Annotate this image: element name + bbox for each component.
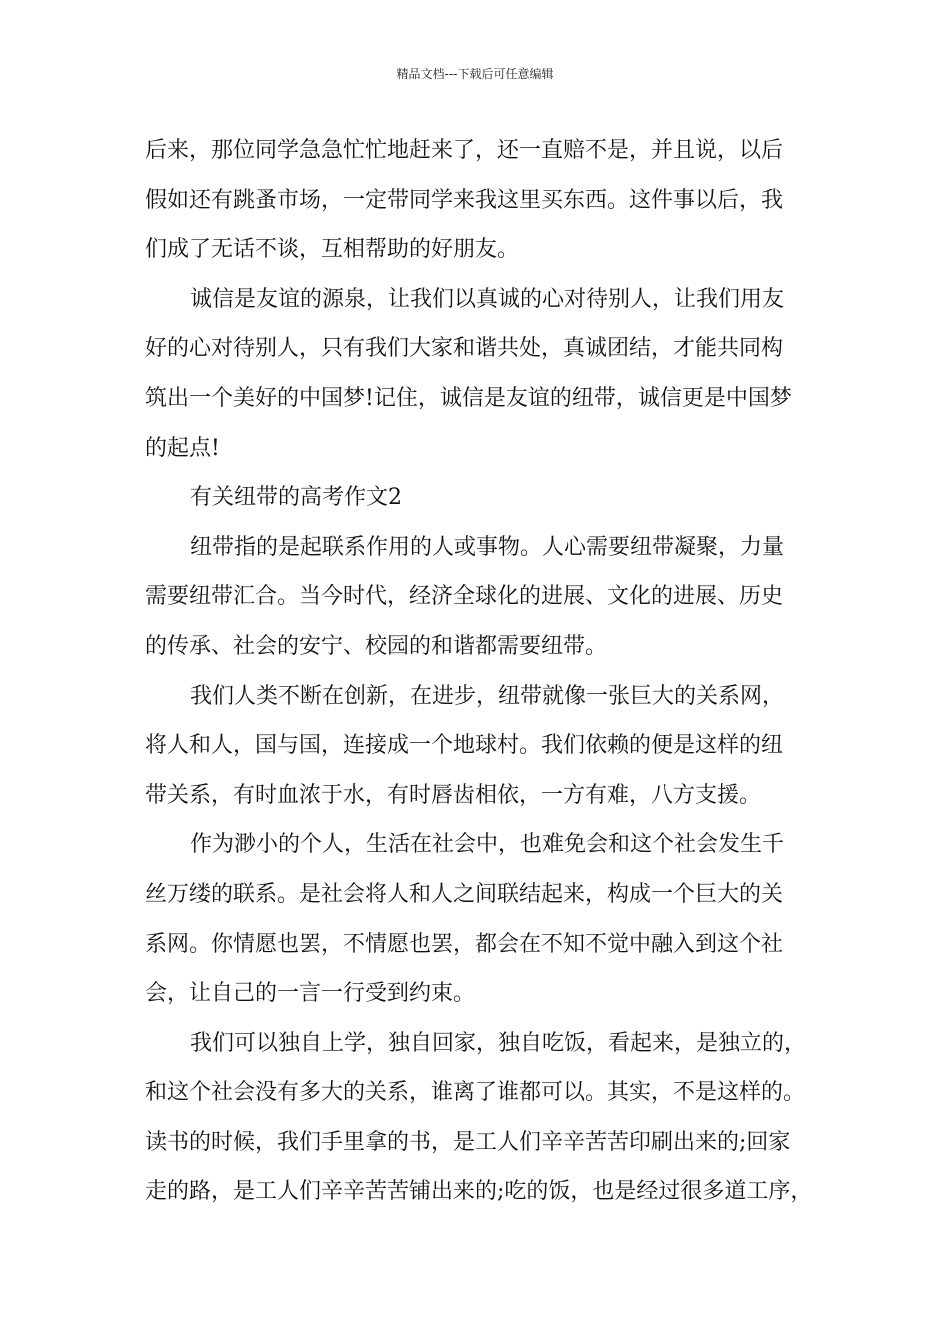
text-line: 纽带指的是起联系作用的人或事物。人心需要纽带凝聚，力量 bbox=[190, 534, 785, 560]
document-body bbox=[145, 131, 835, 1222]
section-heading: 有关纽带的高考作文2 bbox=[190, 485, 402, 511]
text-line: 带关系，有时血浓于水，有时唇齿相依，一方有难，八方支援。 bbox=[145, 782, 762, 808]
text-line: 将人和人，国与国，连接成一个地球村。我们依赖的便是这样的纽 bbox=[145, 733, 784, 759]
text-line: 丝万缕的联系。是社会将人和人之间联结起来，构成一个巨大的关 bbox=[145, 881, 784, 907]
text-line: 和这个社会没有多大的关系，谁离了谁都可以。其实，不是这样的。 bbox=[145, 1080, 806, 1106]
text-line: 假如还有跳蚤市场，一定带同学来我这里买东西。这件事以后，我 bbox=[145, 187, 784, 213]
text-line: 筑出一个美好的中国梦!记住，诚信是友谊的纽带，诚信更是中国梦 bbox=[145, 385, 792, 411]
text-line: 读书的时候，我们手里拿的书，是工人们辛辛苦苦印刷出来的;回家 bbox=[145, 1129, 791, 1155]
text-line: 们成了无话不谈，互相帮助的好朋友。 bbox=[145, 237, 520, 263]
page-header: 精品文档---下载后可任意编辑 bbox=[396, 67, 554, 81]
text-line: 后来，那位同学急急忙忙地赶来了，还一直赔不是，并且说，以后 bbox=[145, 138, 784, 163]
text-line: 我们可以独自上学，独自回家，独自吃饭，看起来，是独立的， bbox=[190, 1030, 807, 1056]
text-line: 走的路，是工人们辛辛苦苦铺出来的;吃的饭，也是经过很多道工序， bbox=[145, 1179, 813, 1205]
text-line: 作为渺小的个人，生活在社会中，也难免会和这个社会发生千 bbox=[190, 832, 785, 858]
text-line: 诚信是友谊的源泉，让我们以真诚的心对待别人，让我们用友 bbox=[190, 286, 785, 312]
text-line: 系网。你情愿也罢，不情愿也罢，都会在不知不觉中融入到这个社 bbox=[145, 931, 784, 957]
text-line: 的起点! bbox=[145, 435, 220, 461]
text-line: 需要纽带汇合。当今时代，经济全球化的进展、文化的进展、历史 bbox=[145, 584, 784, 610]
text-line: 我们人类不断在创新，在进步，纽带就像一张巨大的关系网， bbox=[190, 683, 785, 709]
text-line: 好的心对待别人，只有我们大家和谐共处，真诚团结，才能共同构 bbox=[145, 336, 784, 362]
text-line: 的传承、社会的安宁、校园的和谐都需要纽带。 bbox=[145, 633, 608, 659]
text-line: 会，让自己的一言一行受到约束。 bbox=[145, 981, 476, 1007]
